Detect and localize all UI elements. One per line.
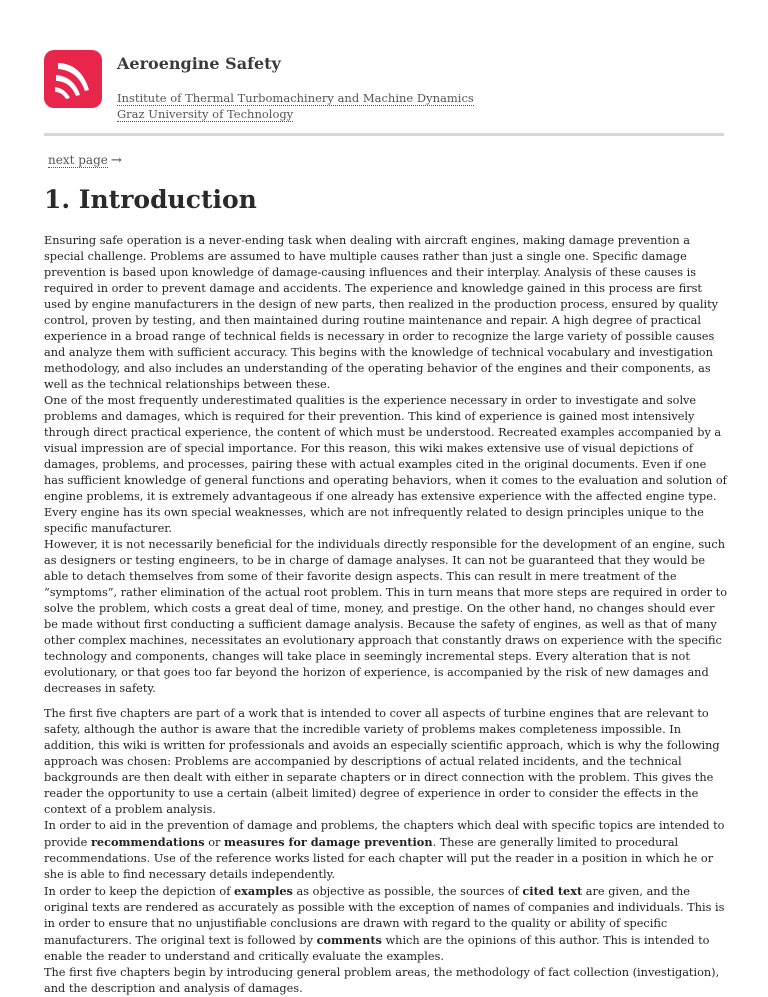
paragraph-text: as objective as possible, the sources of bbox=[292, 885, 523, 898]
page-navigation bbox=[48, 153, 122, 168]
article-body bbox=[44, 233, 729, 997]
emphasis-measures: measures for damage prevention bbox=[224, 835, 433, 849]
emphasis-examples: examples bbox=[233, 884, 293, 898]
emphasis-comments: comments bbox=[316, 933, 382, 947]
site-header bbox=[44, 50, 724, 130]
paragraph: However, it is not necessarily beneficial for the individuals directly responsible for the development of an engine, such as designers or testing engineers, to be in charge of damage analyses. It can not be guaranteed that they would be able to detach themselves from some of their favorite design aspects. This can result in mere treatment of the “symptoms”, rather elimination of the actual root problem. This in turn means that more steps are required in order to solve the problem, which costs a great deal of time, money, and prestige. On the other hand, no changes should ever be made without first conducting a sufficient damage analysis. Because the safety of engines, as well as that of many other complex machines, necessitates an evolutionary approach that constantly draws on experience with the specific technology and components, changes will take place in seemingly incremental steps. Every alteration that is not evolutionary, or that goes too far beyond the horizon of experience, is accompanied by the risk of new damages and decreases in safety. bbox=[44, 538, 728, 695]
emphasis-cited-text: cited text bbox=[522, 884, 583, 898]
next-page-link[interactable]: next page bbox=[48, 153, 108, 167]
header-divider bbox=[44, 133, 724, 136]
page-title: 1. Introduction bbox=[44, 185, 257, 214]
institute-link[interactable]: Institute of Thermal Turbomachinery and Machine Dynamics bbox=[117, 91, 474, 105]
paragraph: The first five chapters begin by introducing general problem areas, the methodology of fact collection (investigation), and the description and analysis of damages. bbox=[44, 966, 720, 995]
right-arrow-icon[interactable]: → bbox=[110, 153, 122, 168]
site-title[interactable]: Aeroengine Safety bbox=[117, 54, 281, 73]
aeroengine-safety-logo-icon[interactable] bbox=[44, 50, 102, 108]
logo-swoosh-icon bbox=[44, 50, 102, 108]
paragraph-text: which are the opinions of this author. This is intended to enable the reader to understand and critically evaluate the examples. bbox=[44, 934, 710, 963]
paragraph-text: are given, and the original texts are rendered as accurately as possible with the exception of names of companies and individuals. This is in order to ensure that no unjustifiable conclusions are drawn with regard to the quality or ability of specific manufacturers. The original text is followed by bbox=[44, 885, 725, 947]
paragraph bbox=[44, 883, 729, 965]
paragraph-text: . These are generally limited to procedural recommendations. Use of the reference works listed for each chapter will put the reader in a position in which he or she is able to find necessary details independently. bbox=[44, 836, 714, 881]
paragraph bbox=[44, 818, 729, 883]
emphasis-recommendations: recommendations bbox=[90, 835, 205, 849]
paragraph-text: In order to keep the depiction of bbox=[44, 885, 234, 898]
paragraph: Ensuring safe operation is a never-ending task when dealing with aircraft engines, making damage prevention a special challenge. Problems are assumed to have multiple causes rather than just a single one. Specific damage prevention is based upon knowledge of damage-causing influences and their interplay. Analysis of these causes is required in order to prevent damage and accidents. The experience and knowledge gained in this process are first used by engine manufacturers in the design of new parts, then realized in the production process, ensured by quality control, proven by testing, and then maintained during routine maintenance and repair. A high degree of practical experience in a broad range of technical fields is necessary in order to recognize the large variety of possible causes and analyze them with sufficient accuracy. This begins with the knowledge of technical vocabulary and investigation methodology, and also includes an understanding of the operating behavior of the engines and their components, as well as the technical relationships between these. bbox=[44, 234, 719, 391]
paragraph-text: or bbox=[204, 836, 225, 849]
paragraph: The first five chapters are part of a work that is intended to cover all aspects of turbine engines that are relevant to safety, although the author is aware that the incredible variety of problems makes completeness impossible. In addition, this wiki is written for professionals and avoids an especially scientific approach, which is why the following approach was chosen: Problems are accompanied by descriptions of actual related incidents, and the technical backgrounds are then dealt with either in separate chapters or in direct connection with the problem. This gives the reader the opportunity to use a certain (albeit limited) degree of experience in order to consider the effects in the context of a problem analysis. bbox=[44, 707, 720, 816]
paragraph-text: In order to aid in the prevention of damage and problems, the chapters which deal with specific topics are intended to provide bbox=[44, 819, 725, 849]
paragraph: One of the most frequently underestimated qualities is the experience necessary in order to investigate and solve problems and damages, which is required for their prevention. This kind of experience is gained most intensively through direct practical experience, the content of which must be understood. Recreated examples accompanied by a visual impression are of special importance. For this reason, this wiki makes extensive use of visual depictions of damages, problems, and processes, pairing these with actual examples cited in the original documents. Even if one has sufficient knowledge of general functions and operating behaviors, when it comes to the evaluation and solution of engine problems, it is extremely advantageous if one already has extensive experience with the affected engine type. Every engine has its own special weaknesses, which are not infrequently related to design principles unique to the specific manufacturer. bbox=[44, 394, 727, 535]
university-link[interactable]: Graz University of Technology bbox=[117, 107, 294, 121]
